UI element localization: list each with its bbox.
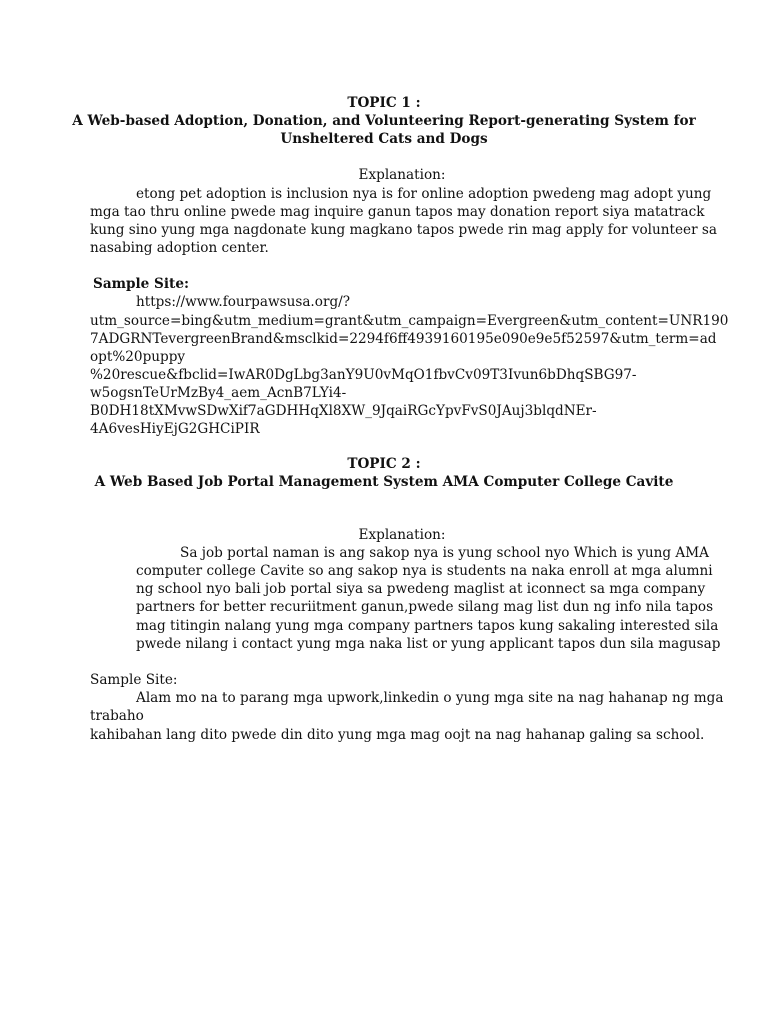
topic2-sample-site-line: trabaho [90,708,144,724]
topic1-explanation-line: etong pet adoption is inclusion nya is for online adoption pwedeng mag adopt yung [136,186,712,202]
topic1-heading: TOPIC 1 : [347,95,421,111]
topic1-sample-site-label: Sample Site: [93,276,189,292]
topic1-sample-site-link[interactable]: w5ogsnTeUrMzBy4_aem_AcnB7LYi4- [90,385,347,401]
topic1-explanation-line: kung sino yung mga nagdonate kung magkano tapos pwede rin mag apply for volunteer sa [90,222,717,238]
topic2-explanation-line: mag titingin nalang yung mga company partners tapos kung sakaling interested sila [136,618,719,634]
topic2-explanation-label: Explanation: [358,527,446,543]
topic1-explanation-line: mga tao thru online pwede mag inquire ganun tapos may donation report siya matatrack [90,204,705,220]
topic2-title-line1: A Web Based Job Portal Management System AMA Computer College Cavite [94,474,674,490]
topic2-explanation-line: computer college Cavite so ang sakop nya is students na naka enroll at mga alumni [136,563,713,579]
topic2-explanation-line: ng school nyo bali job portal siya sa pwedeng maglist at iconnect sa mga company [136,581,706,597]
topic2-explanation-line: pwede nilang i contact yung mga naka list or yung applicant tapos dun sila magusap [136,636,721,652]
topic1-explanation-line: nasabing adoption center. [90,240,269,256]
topic1-sample-site-link[interactable]: utm_source=bing&utm_medium=grant&utm_campaign=Evergreen&utm_content=UNR190 [90,313,729,329]
topic1-sample-site-link[interactable]: opt%20puppy [90,349,186,365]
topic2-explanation-line: Sa job portal naman is ang sakop nya is yung school nyo Which is yung AMA [180,545,709,561]
topic1-sample-site-link[interactable]: https://www.fourpawsusa.org/? [136,294,351,310]
topic2-sample-site-label: Sample Site: [90,672,178,688]
topic1-sample-site-link[interactable]: 7ADGRNTevergreenBrand&msclkid=2294f6ff4939160195e090e9e5f52597&utm_term=ad [90,331,717,347]
topic2-heading: TOPIC 2 : [347,456,421,472]
topic1-title-line1: A Web-based Adoption, Donation, and Volunteering Report-generating System for [72,113,696,129]
topic1-sample-site-link[interactable]: B0DH18tXMvwSDwXif7aGDHHqXl8XW_9JqaiRGcYpvFvS0JAuj3blqdNEr- [90,403,597,419]
topic2-explanation-line: partners for better recuriitment ganun,pwede silang mag list dun ng info nila tapos [136,599,714,615]
topic1-explanation-label: Explanation: [358,167,446,183]
topic2-sample-site-line: Alam mo na to parang mga upwork,linkedin o yung mga site na nag hahanap ng mga [136,690,724,706]
topic1-sample-site-link[interactable]: 4A6vesHiyEjG2GHCiPIR [90,421,260,437]
topic1-sample-site-link[interactable]: %20rescue&fbclid=IwAR0DgLbg3anY9U0vMqO1fbvCv09T3Ivun6bDhqSBG97- [90,367,637,383]
topic2-sample-site-line: kahibahan lang dito pwede din dito yung mga mag oojt na nag hahanap galing sa school. [90,727,705,743]
topic1-title-line2: Unsheltered Cats and Dogs [280,131,488,147]
